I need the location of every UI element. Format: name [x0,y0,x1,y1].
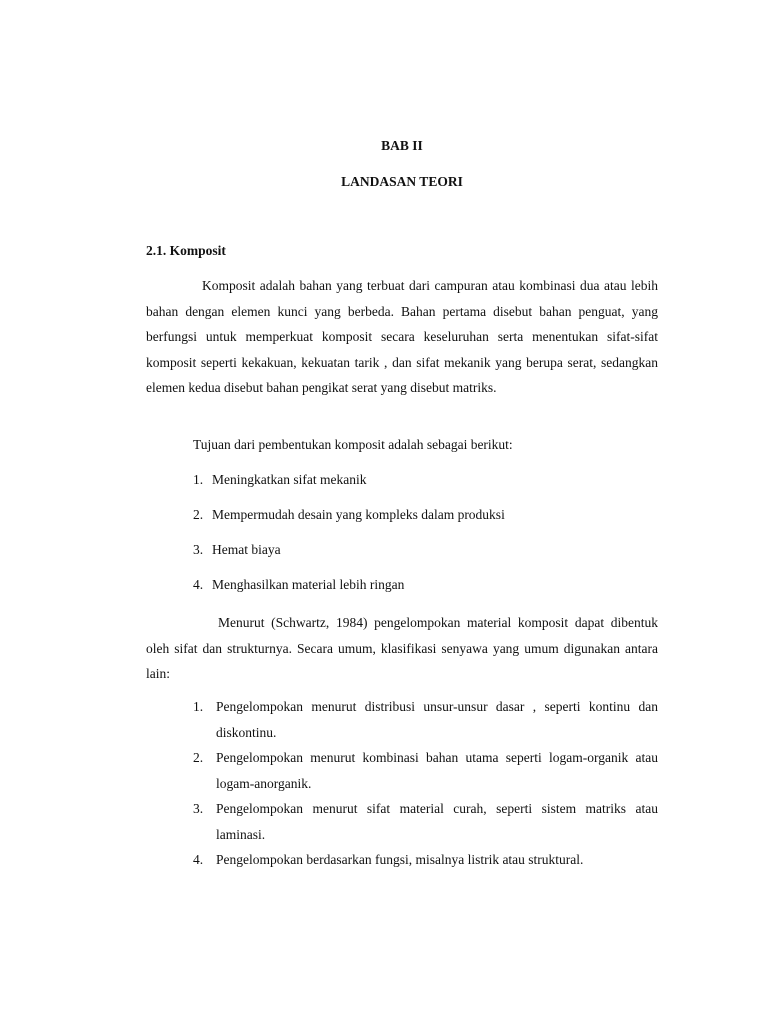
classification-item [193,847,658,873]
goal-text: Mempermudah desain yang kompleks dalam produksi [212,507,505,522]
classification-number: 2. [193,750,204,765]
classification-item [193,796,658,847]
goal-item [193,542,281,558]
chapter-number: BAB II [381,138,423,153]
paragraph-classification-intro: Menurut (Schwartz, 1984) pengelompokan material komposit dapat dibentuk oleh sifat dan strukturnya. Secara umum, klasifikasi senyawa yang umum digunakan antara lain: [146,615,658,681]
classification-item [193,745,658,796]
classification-text: Pengelompokan menurut kombinasi bahan utama seperti logam-organik atau logam-anorganik. [216,750,658,791]
classification-text: Pengelompokan menurut distribusi unsur-unsur dasar , seperti kontinu dan diskontinu. [216,699,658,740]
goal-number: 4. [193,577,204,592]
section-title: 2.1. Komposit [146,243,226,258]
chapter-title: LANDASAN TEORI [341,174,463,189]
classification-number: 4. [193,852,204,867]
goal-text: Menghasilkan material lebih ringan [212,577,405,592]
paragraph-definition: Komposit adalah bahan yang terbuat dari campuran atau kombinasi dua atau lebih bahan dengan elemen kunci yang berbeda. Bahan pertama disebut bahan penguat, yang berfungsi untuk memperkuat komposit secara keseluruhan serta menentukan sifat-sifat komposit seperti kekakuan, kekuatan tarik , dan sifat mekanik yang berupa serat, sedangkan elemen kedua disebut bahan pengikat serat yang disebut matriks. [146,278,658,395]
classification-text: Pengelompokan berdasarkan fungsi, misalnya listrik atau struktural. [216,852,584,867]
goal-item [193,507,505,523]
goal-number: 2. [193,507,204,522]
classification-text: Pengelompokan menurut sifat material curah, seperti sistem matriks atau laminasi. [216,801,658,842]
goal-item [193,577,404,593]
classification-number: 1. [193,699,204,714]
goal-item [193,472,366,488]
goal-text: Hemat biaya [212,542,281,557]
classification-item [193,694,658,745]
classification-number: 3. [193,801,204,816]
paragraph-purpose-intro: Tujuan dari pembentukan komposit adalah sebagai berikut: [193,437,513,452]
goal-number: 1. [193,472,204,487]
classification-list [193,694,658,873]
goal-text: Meningkatkan sifat mekanik [212,472,367,487]
goal-number: 3. [193,542,204,557]
